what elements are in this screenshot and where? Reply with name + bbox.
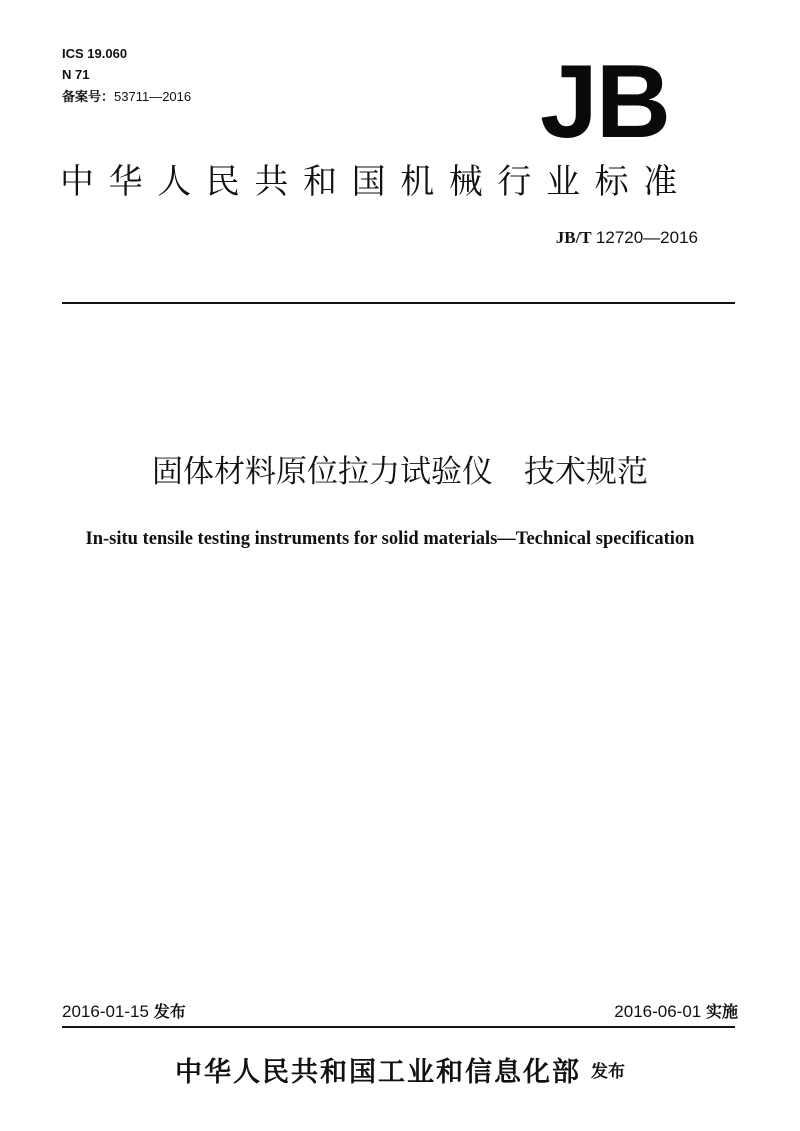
ccs-code: N 71 [62,67,90,82]
top-divider [62,302,735,304]
implement-date-label: 实施 [705,1002,738,1021]
chinese-title: 固体材料原位拉力试验仪 技术规范 [152,454,648,490]
filing-number-value: 53711—2016 [114,89,192,104]
issuer-name: 中华人民共和国工业和信息化部 [175,1057,581,1088]
ics-code: ICS 19.060 [62,46,128,61]
implement-date [614,1000,738,1024]
issue-date [62,1000,186,1024]
filing-number [62,89,191,105]
implement-date-value: 2016-06-01 [614,1002,702,1021]
english-title: In-situ tensile testing instruments for solid materials—Technical specification [85,529,695,549]
standard-number-value: 12720—2016 [595,228,698,247]
issue-date-value: 2016-01-15 [62,1002,149,1021]
organization-title: 中华人民共和国机械行业标准 [60,162,692,202]
bottom-divider [62,1026,735,1028]
jb-logo: JB [540,44,669,160]
issuer [0,1050,800,1089]
filing-number-label: 备案号： [62,89,115,104]
issuer-label: 发布 [591,1062,625,1082]
issue-date-label: 发布 [153,1002,186,1021]
standard-number [556,228,698,248]
standard-code: JB/T [555,228,592,247]
